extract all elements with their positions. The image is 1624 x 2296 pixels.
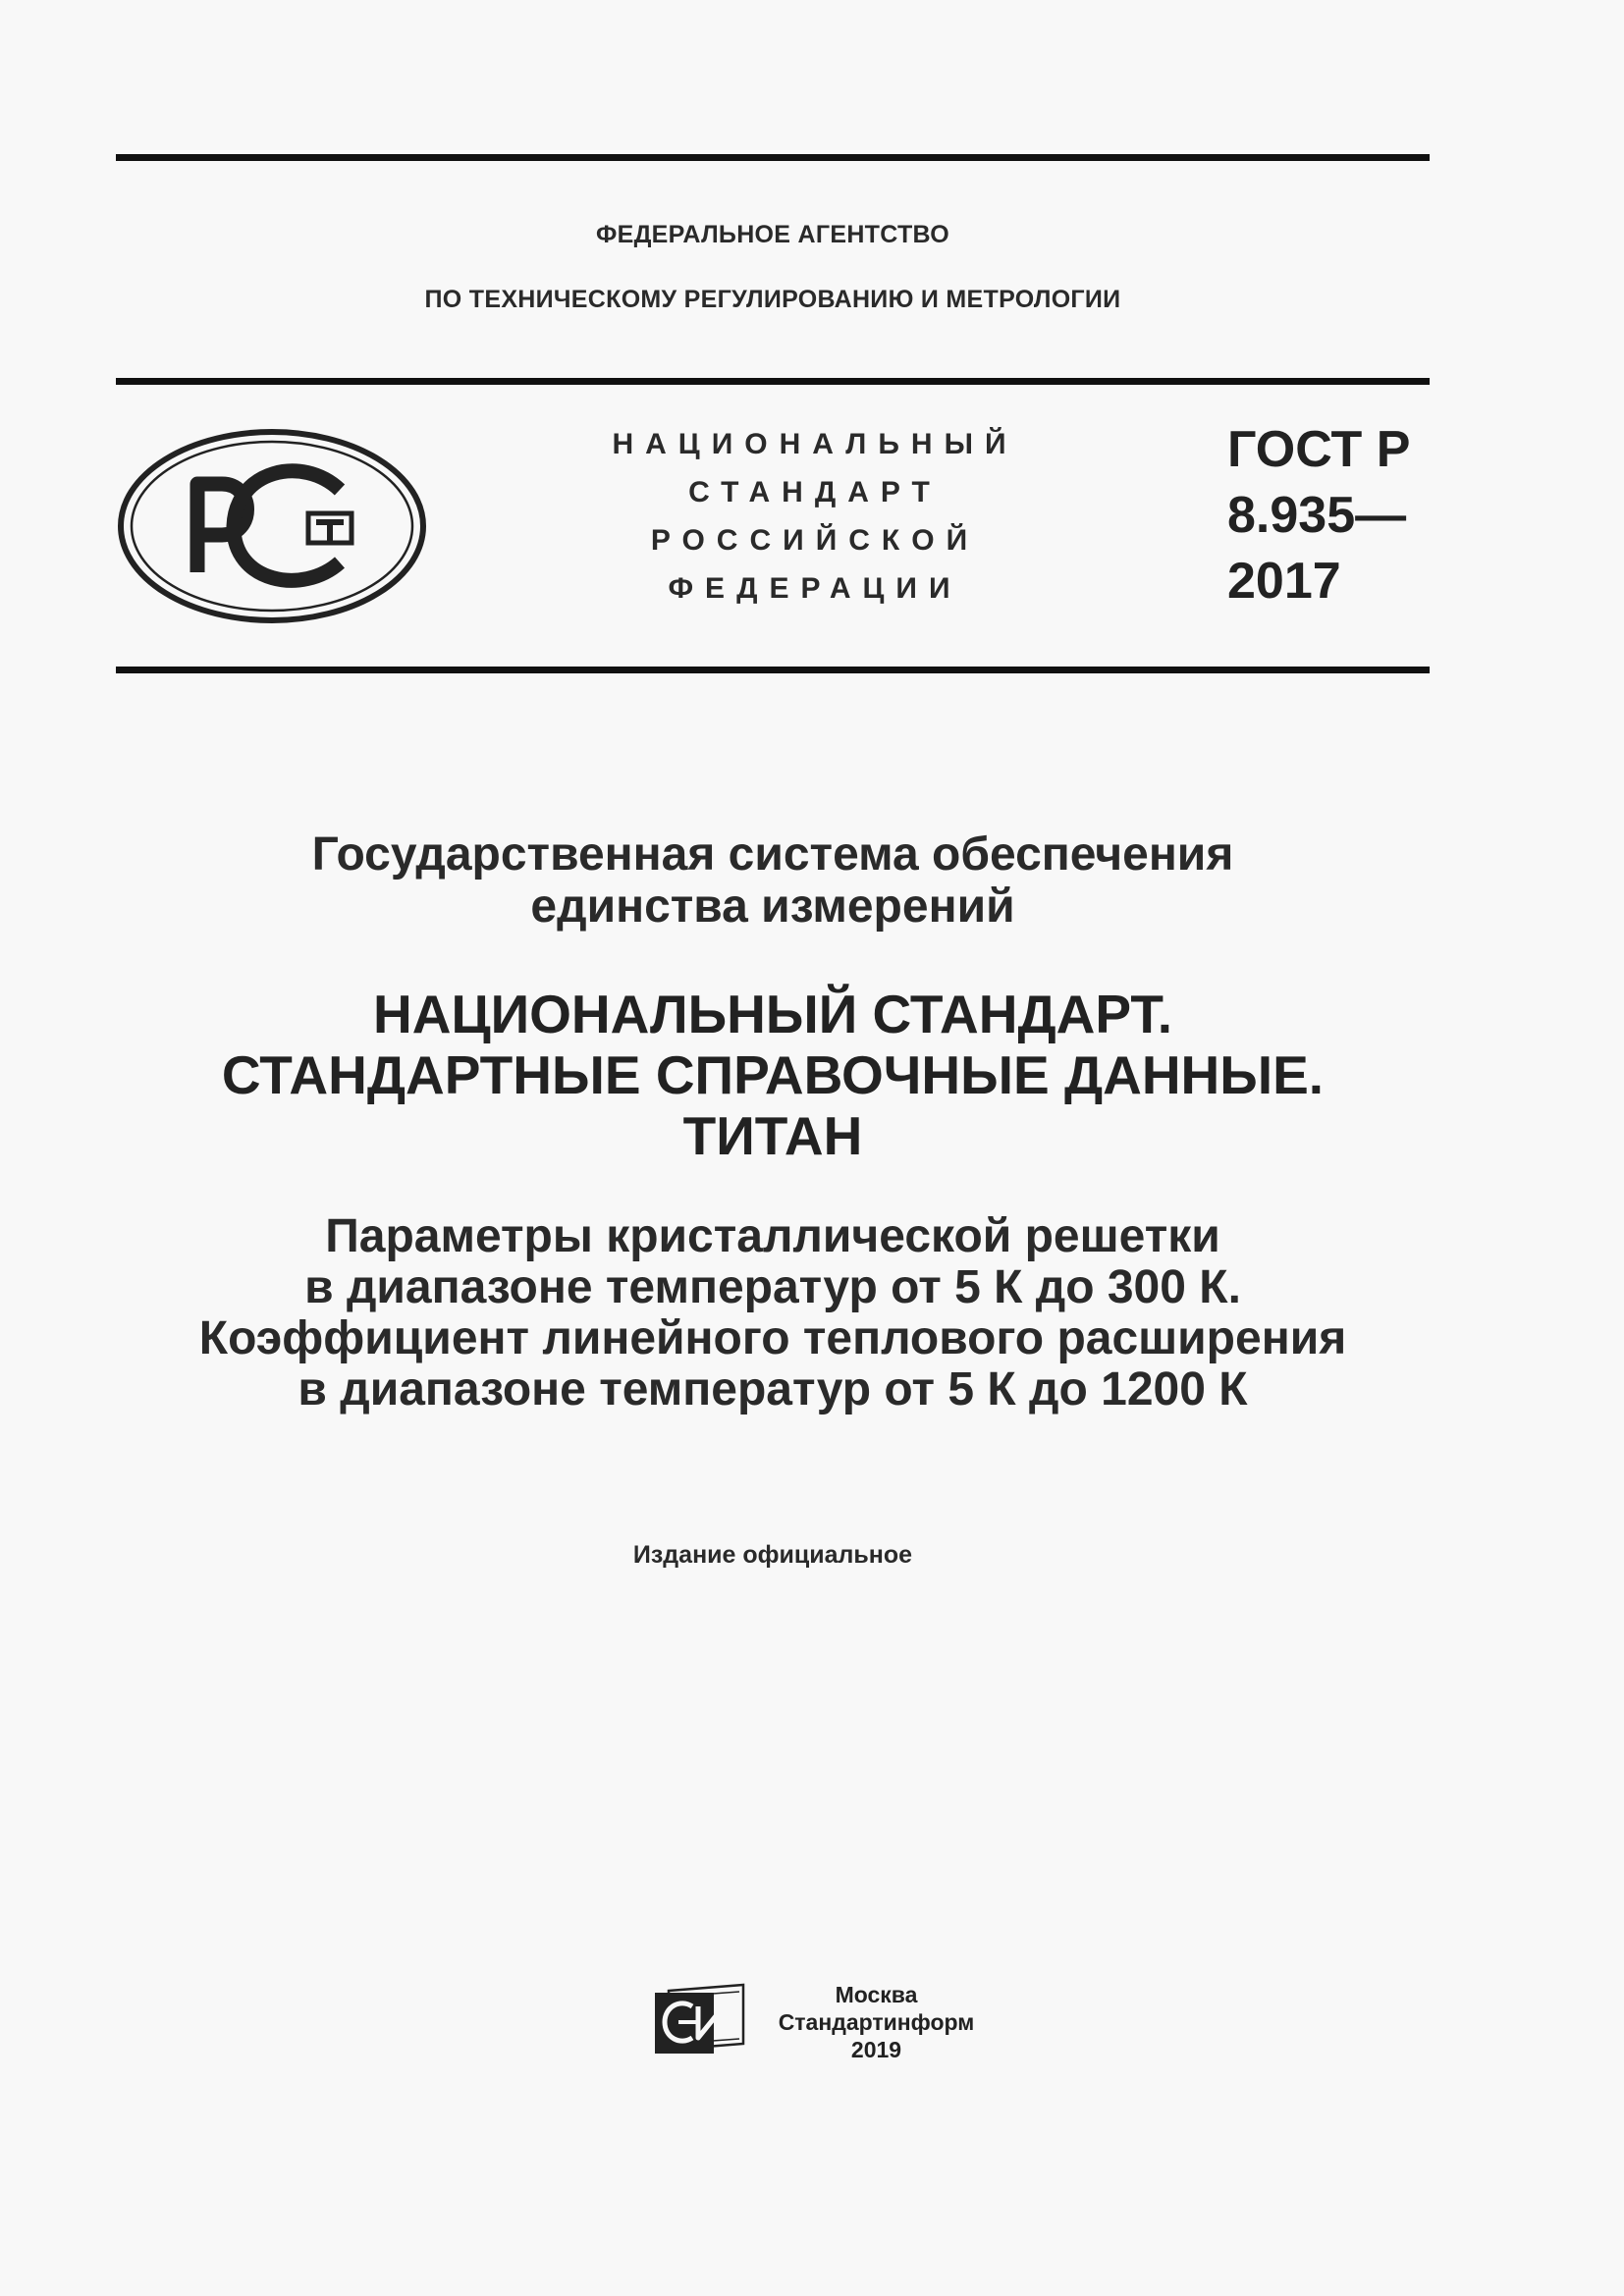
main-title bbox=[0, 984, 1545, 1166]
middle-rule bbox=[116, 378, 1430, 385]
subtitle-line: в диапазоне температур от 5 К до 1200 К bbox=[298, 1363, 1248, 1415]
system-title-line: Государственная система обеспечения bbox=[311, 828, 1234, 881]
agency-line-2: ПО ТЕХНИЧЕСКОМУ РЕГУЛИРОВАНИЮ И МЕТРОЛОГИИ bbox=[424, 286, 1121, 313]
publisher-imprint bbox=[756, 1981, 997, 2063]
system-title bbox=[0, 828, 1545, 933]
system-title-line: единства измерений bbox=[530, 881, 1015, 933]
main-title-line: ТИТАН bbox=[682, 1105, 863, 1166]
subtitle-line: Коэффициент линейного теплового расширения bbox=[198, 1312, 1347, 1364]
national-standard-line: СТАНДАРТ bbox=[688, 476, 942, 508]
publisher-year: 2019 bbox=[850, 2037, 902, 2062]
publisher-city: Москва bbox=[835, 1982, 918, 2007]
standartinform-logo-icon bbox=[653, 1983, 747, 2060]
main-title-line: НАЦИОНАЛЬНЫЙ СТАНДАРТ. bbox=[373, 984, 1172, 1044]
subtitle-line: Параметры кристаллической решетки bbox=[325, 1210, 1220, 1262]
designation-line: ГОСТ Р bbox=[1227, 421, 1411, 478]
rst-certification-mark-icon bbox=[116, 427, 428, 630]
national-standard-line: РОССИЙСКОЙ bbox=[650, 524, 980, 557]
edition-label: Издание официальное bbox=[632, 1541, 913, 1569]
designation-line: 8.935— bbox=[1227, 487, 1407, 544]
standard-designation bbox=[1227, 417, 1410, 614]
publisher-name: Стандартинформ bbox=[778, 2009, 975, 2035]
main-title-line: СТАНДАРТНЫЕ СПРАВОЧНЫЕ ДАННЫЕ. bbox=[221, 1044, 1325, 1105]
bottom-rule bbox=[116, 667, 1430, 673]
subtitle bbox=[0, 1211, 1545, 1415]
national-standard-line: ФЕДЕРАЦИИ bbox=[668, 572, 962, 605]
national-standard-label bbox=[550, 420, 1080, 613]
top-rule bbox=[116, 154, 1430, 161]
subtitle-line: в диапазоне температур от 5 К до 300 К. bbox=[304, 1261, 1241, 1313]
agency-line-1: ФЕДЕРАЛЬНОЕ АГЕНТСТВО bbox=[595, 221, 950, 248]
national-standard-line: НАЦИОНАЛЬНЫЙ bbox=[612, 428, 1018, 460]
designation-line: 2017 bbox=[1227, 553, 1341, 610]
